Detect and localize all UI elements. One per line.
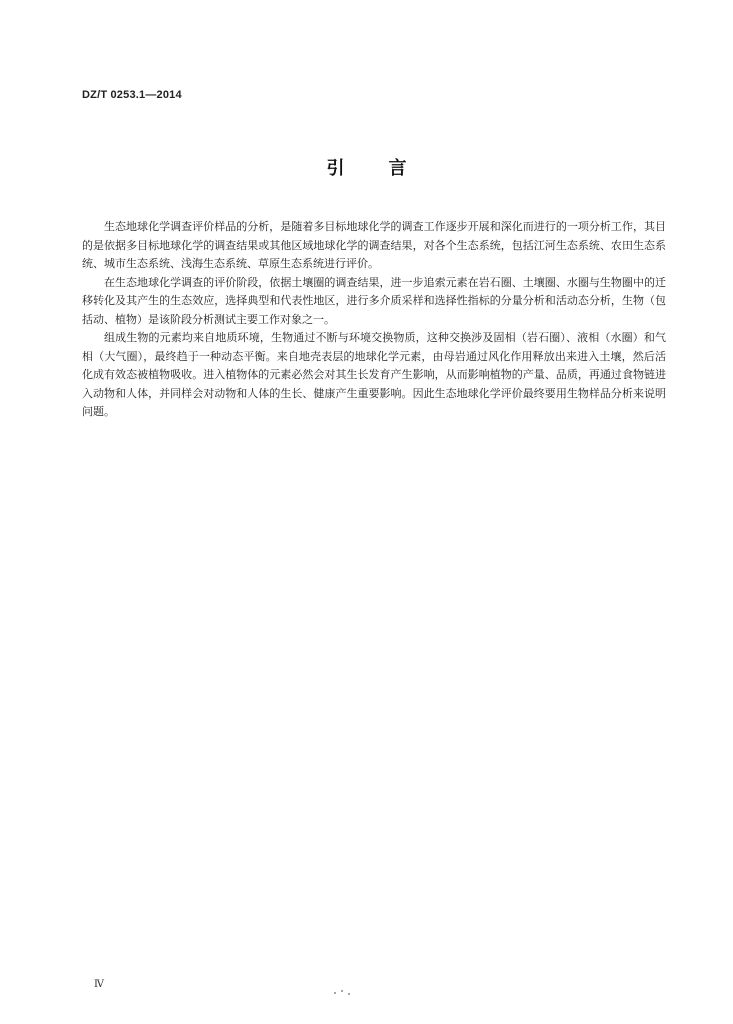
scan-dot: [334, 992, 336, 994]
paragraph-2: 在生态地球化学调查的评价阶段，依据土壤圈的调查结果，进一步追索元素在岩石圈、土壤圈、水圈与生物圈中的迁移转化及其产生的生态效应，选择典型和代表性地区，进行多介质采样和选择性指标的分量分析和活动态分析，生物（包括动、植物）是该阶段分析测试主要工作对象之一。: [82, 275, 666, 326]
scan-dot: [341, 990, 343, 992]
scan-artifact-dots: [334, 990, 354, 996]
body-text: [82, 218, 666, 422]
paragraph-3: 组成生物的元素均来自地质环境，生物通过不断与环境交换物质，这种交换涉及固相（岩石圈）、液相（水圈）和气相（大气圈），最终趋于一种动态平衡。来自地壳表层的地球化学元素，由母岩通过风化作用释放出来进入土壤，然后活化成有效态被植物吸收。进入植物体的元素必然会对其生长发育产生影响，从而影响植物的产量、品质，再通过食物链进入动物和人体，并同样会对动物和人体的生长、健康产生重要影响。因此生态地球化学评价最终要用生物样品分析来说明问题。: [82, 331, 666, 418]
paragraph-1: 生态地球化学调查评价样品的分析，是随着多目标地球化学的调查工作逐步开展和深化而进行的一项分析工作，其目的是依据多目标地球化学的调查结果或其他区域地球化学的调查结果，对各个生态系统，包括江河生态系统、农田生态系统、城市生态系统、浅海生态系统、草原生态系统进行评价。: [82, 220, 666, 270]
standard-code-header: DZ/T 0253.1—2014: [82, 89, 182, 101]
page-number: Ⅳ: [94, 979, 104, 990]
section-title: 引言: [326, 158, 451, 179]
scan-dot: [348, 993, 350, 995]
